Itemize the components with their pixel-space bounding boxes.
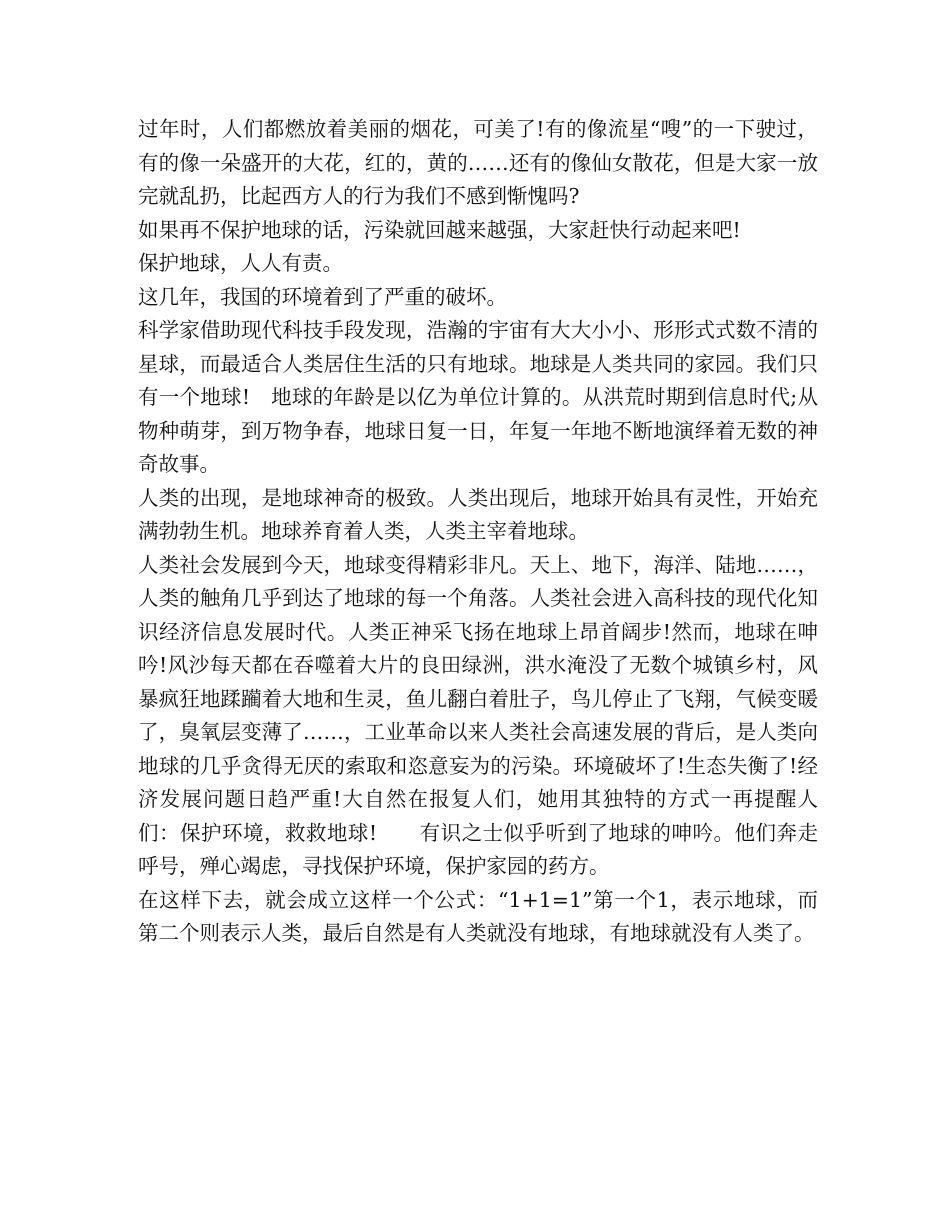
paragraph-formula: 在这样下去，就会成立这样一个公式：“1+1=1”第一个1，表示地球，而第二个则表示人类，最后自然是有人类就没有地球，有地球就没有人类了。 [138,887,818,945]
document-body [138,113,818,951]
paragraph-environment-damage: 这几年，我国的环境着到了严重的破坏。 [138,284,507,309]
paragraph-only-one-earth: 科学家借助现代科技手段发现，浩瀚的宇宙有大大小小、形形式式数不清的星球，而最适合人类居住生活的只有地球。地球是人类共同的家园。我们只有一个地球! 地球的年龄是以亿为单位计算的。从洪荒时期到信息时代;从物种萌芽，到万物争春，地球日复一日，年复一年地不断地演绎着无数的神奇故事。 [138,318,818,476]
paragraph-call-to-action: 如果再不保护地球的话，污染就回越来越强，大家赶快行动起来吧! [138,217,741,242]
paragraph-fireworks: 过年时，人们都燃放着美丽的烟花，可美了!有的像流星“嗖”的一下驶过，有的像一朵盛开的大花，红的，黄的……还有的像仙女散花，但是大家一放完就乱扔，比起西方人的行为我们不感到惭愧吗? [138,117,818,208]
paragraph-humans-appear: 人类的出现，是地球神奇的极致。人类出现后，地球开始具有灵性，开始充满勃勃生机。地球养育着人类，人类主宰着地球。 [138,485,818,543]
paragraph-earth-groaning: 人类社会发展到今天，地球变得精彩非凡。天上、地下，海洋、陆地……，人类的触角几乎到达了地球的每一个角落。人类社会进入高科技的现代化知识经济信息发展时代。人类正神采飞扬在地球上昂首阔步!然而，地球在呻吟!风沙每天都在吞噬着大片的良田绿洲，洪水淹没了无数个城镇乡村，风暴疯狂地蹂躏着大地和生灵，鱼儿翻白着肚子，鸟儿停止了飞翔，气候变暖了，臭氧层变薄了……，工业革命以来人类社会高速发展的背后，是人类向地球的几乎贪得无厌的索取和恣意妄为的污染。环境破坏了!生态失衡了!经济发展问题日趋严重!大自然在报复人们，她用其独特的方式一再提醒人们：保护环境，救救地球! 有识之士似乎听到了地球的呻吟。他们奔走呼号，殚心竭虑，寻找保护环境，保护家园的药方。 [138,552,818,878]
paragraph-responsibility: 保护地球，人人有责。 [138,251,343,275]
